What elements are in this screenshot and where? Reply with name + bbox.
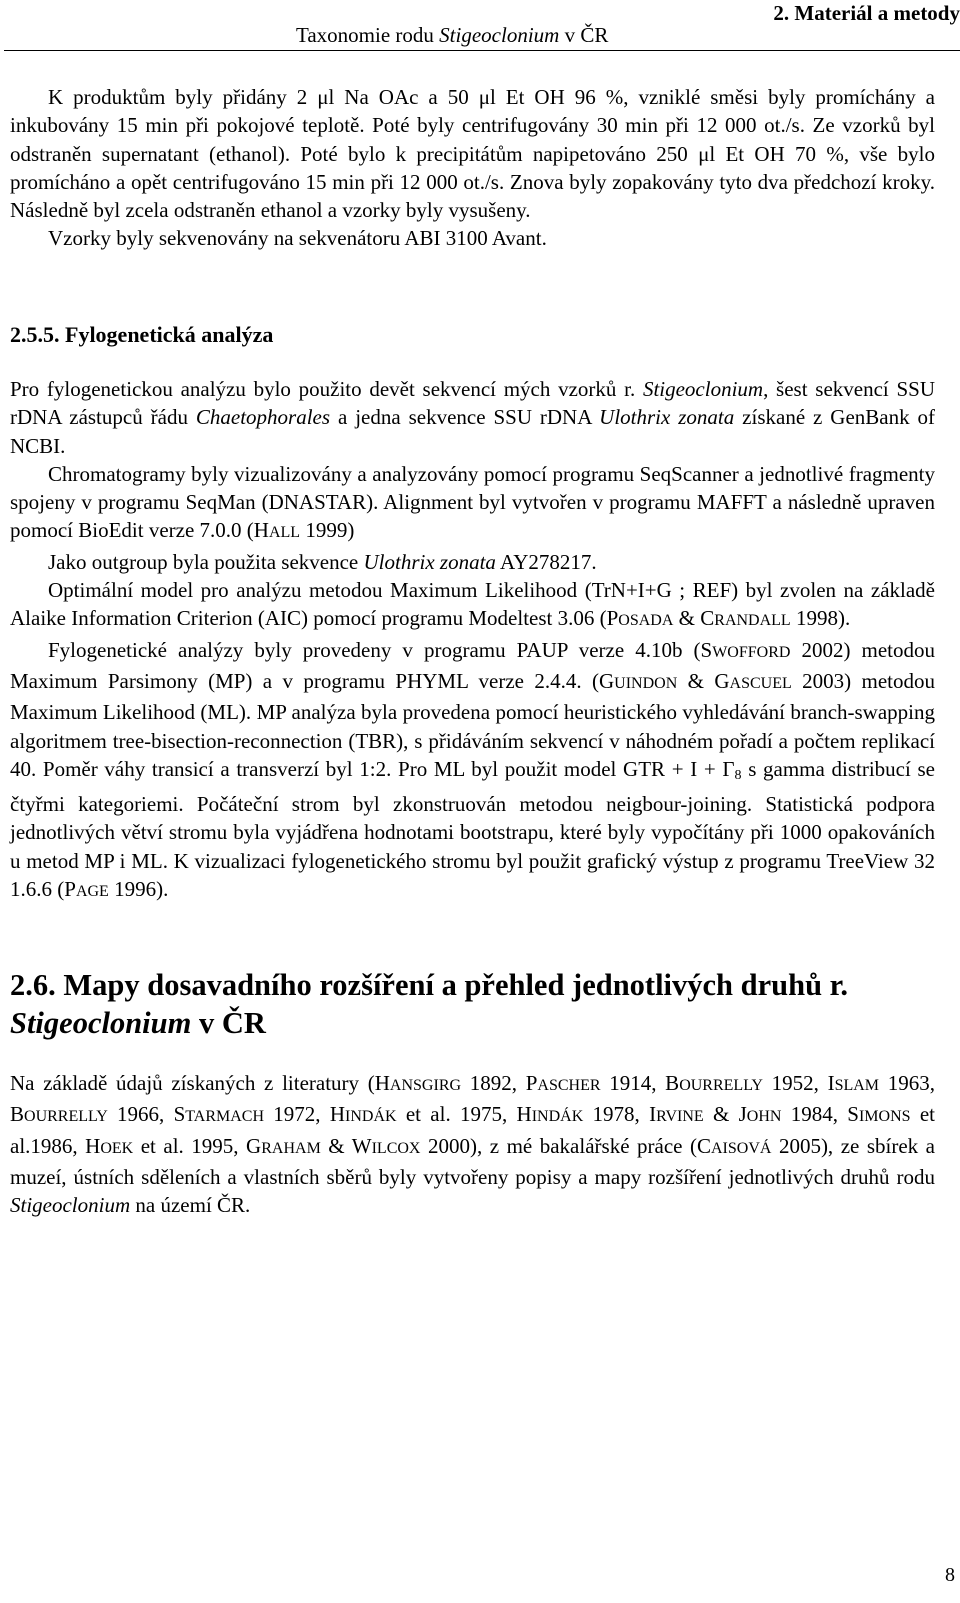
section-heading-2-5-5: 2.5.5. Fylogenetická analýza xyxy=(10,322,274,347)
page-number: 8 xyxy=(945,1564,955,1586)
running-header-chapter: 2. Materiál a metody xyxy=(773,1,960,25)
maps-paragraph-1: Na základě údajů získaných z literatury (HANSGIRG 1892, PASCHER 1914, BOURRELLY 1952, ISLAM 1963, BOURRELLY 1966, STARMACH 1972, HINDÁK et al. 1975, HINDÁK 1978, IRVINE & JOHN 1984, SIMONS et al.1986, HOEK et al. 1995, GRAHAM & WILCOX 2000), z mé bakalářské práce (CAISOVÁ 2005), ze sbírek a muzeí, ústních sděleních a vlastních sběrů byly vytvořeny popisy a mapy rozšíření jednotlivých druhů rodu Stigeoclonium na území ČR. xyxy=(10,1071,935,1218)
header-divider xyxy=(4,50,960,51)
intro-text xyxy=(10,83,935,253)
phylo-paragraph-2: Chromatogramy byly vizualizovány a analyzovány pomocí programu SeqScanner a jednotlivé fragmenty spojeny v programu SeqMan (DNASTAR). Alignment byl vytvořen v programu MAFFT a následně upraven pomocí BioEdit verze 7.0.0 (HALL 1999) xyxy=(10,461,935,543)
phylo-paragraph-4: Optimální model pro analýzu metodou Maximum Likelihood (TrN+I+G ; REF) byl zvolen na základě Alaike Information Criterion (AIC) pomocí programu Modeltest 3.06 (POSADA & CRANDALL 1998). xyxy=(10,578,935,631)
phylo-paragraph-1: Pro fylogenetickou analýzu bylo použito devět sekvencí mých vzorků r. Stigeoclonium, šest sekvencí SSU rDNA zástupců řádu Chaetophorales a jedna sekvence SSU rDNA Ulothrix zonata získané z GenBank of NCBI. xyxy=(10,377,936,458)
section-2-6-text xyxy=(10,1069,935,1219)
phylo-paragraph-5: Fylogenetické analýzy byly provedeny v programu PAUP verze 4.10b (SWOFFORD 2002) metodou Maximum Parsimony (MP) a v programu PHYML verze 2.4.4. (GUINDON & GASCUEL 2003) metodou Maximum Likelihood (ML). MP analýza byla provedena pomocí heuristického vyhledávání branch-swapping algoritmem tree-bisection-reconnection (TBR), s přidáváním sekvencí v náhodném pořadí a počtem replikací 40. Poměr váhy transicí a transverzí byl 1:2. Pro ML byl použit model GTR + $I + \Gamma_8$ s gamma distribucí se čtyřmi kategoriemi. Počáteční strom byl zkonstruován metodou neigbour-joining. Statistická podpora jednotlivých větví stromu byla vyjádřena hodnotami bootstrapu, které byly vypočítány při 1000 opakováních u metod MP i ML. K vizualizaci fylogenetického stromu byl použit grafický výstup z programu TreeView 32 1.6.6 (PAGE 1996). xyxy=(10,637,936,902)
running-header-title: Taxonomie rodu Stigeoclonium v ČR xyxy=(296,23,609,47)
section-heading-2-6: 2.6. Mapy dosavadního rozšíření a přehled jednotlivých druhů r. Stigeoclonium v ČR xyxy=(10,968,849,1040)
intro-paragraph-1: K produktům byly přidány 2 μl Na OAc a 50 μl Et OH 96 %, vzniklé směsi byly promíchány a inkubovány 15 min při pokojové teplotě. Poté byly centrifugovány 30 min při 12 000 ot./s. Ze vzorků byl odstraněn supernatant (ethanol). Poté bylo k precipitátům napipetováno 250 μl Et OH 70 %, vše bylo promícháno a opět centrifugováno 15 min při 12 000 ot./s. Znova byly zopakovány tyto dva předchozí kroky. Následně byl zcela odstraněn ethanol a vzorky byly vysušeny. xyxy=(10,85,935,223)
intro-paragraph-2: Vzorky byly sekvenovány na sekvenátoru ABI 3100 Avant. xyxy=(48,226,547,251)
section-2-5-5-text xyxy=(10,375,935,906)
phylo-paragraph-3: Jako outgroup byla použita sekvence Ulothrix zonata AY278217. xyxy=(48,549,597,574)
